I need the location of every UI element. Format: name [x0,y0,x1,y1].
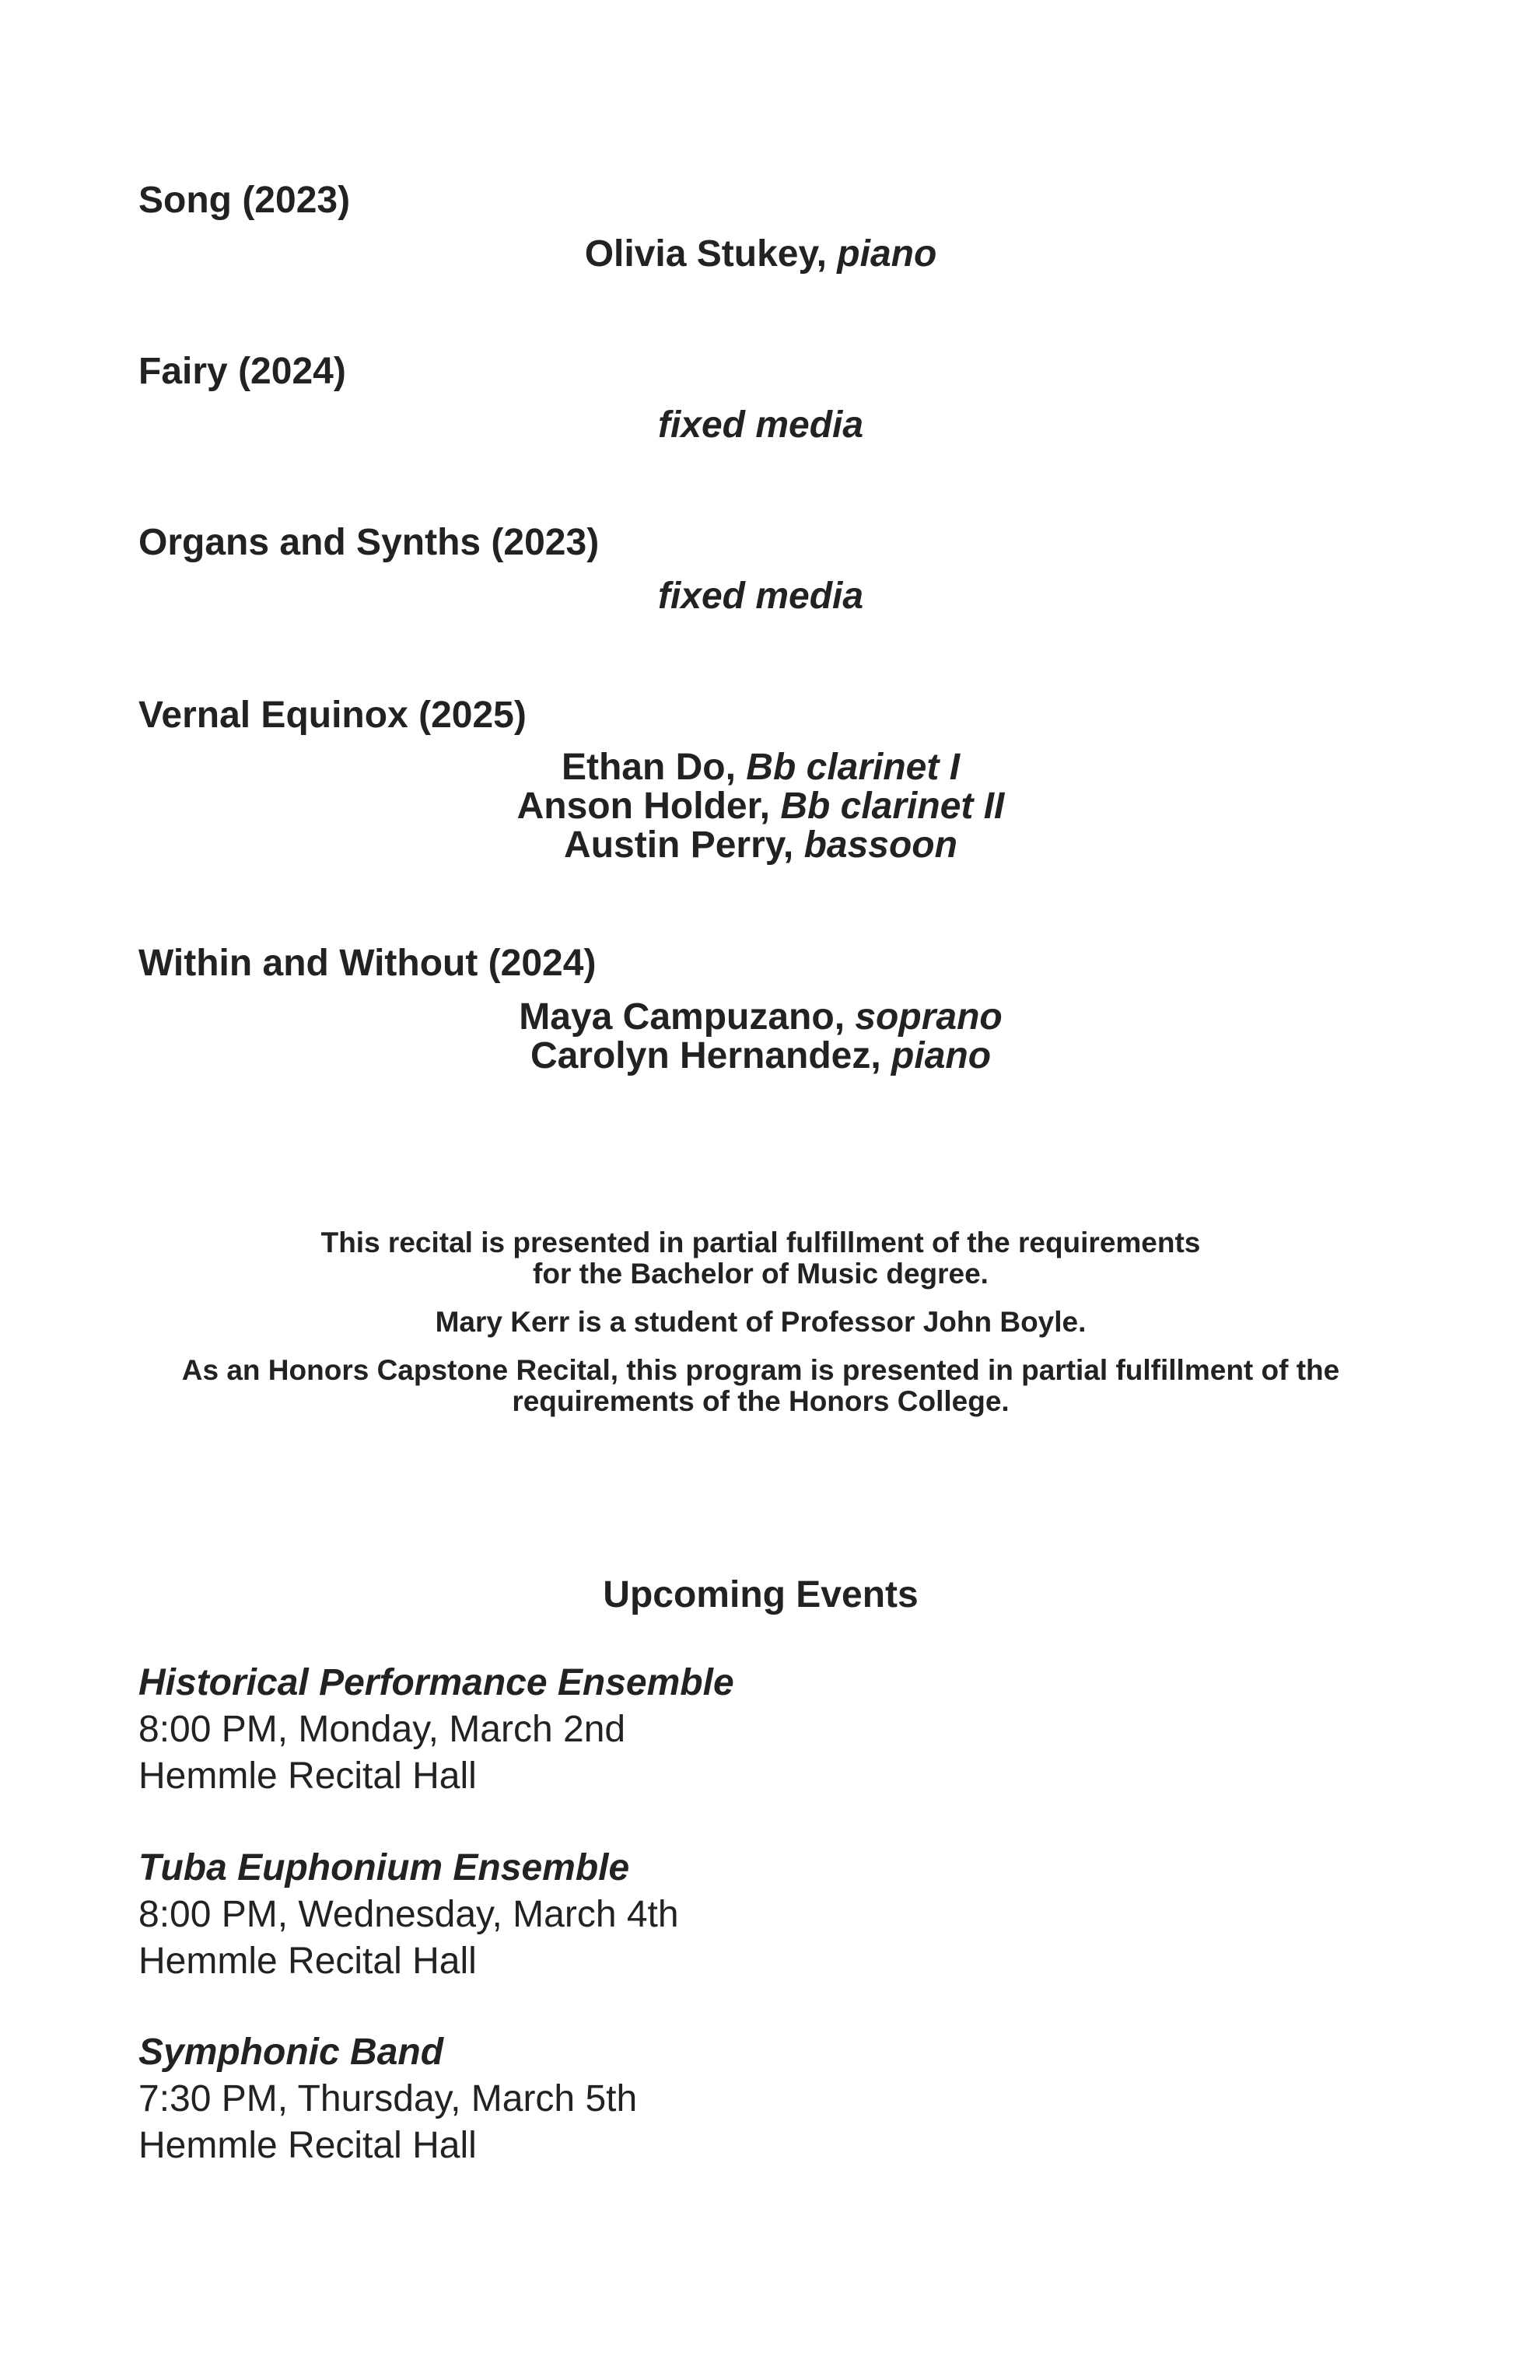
performer-instrument: soprano [855,996,1003,1038]
performer-line [138,577,1383,616]
honors-note-line-2: requirements of the Honors College. [512,1385,1010,1417]
degree-note [138,1227,1383,1290]
work-title: Organs and Synths (2023) [138,522,600,563]
degree-note-line-1: This recital is presented in partial fulfillment of the requirements [320,1227,1201,1258]
degree-note-line-2: for the Bachelor of Music degree. [533,1258,989,1290]
event-venue: Hemmle Recital Hall [138,2125,477,2166]
performer-instrument: piano [837,233,937,275]
performer-list [138,577,1383,616]
performer-line [138,826,1383,865]
event-datetime: 8:00 PM, Monday, March 2nd [138,1709,626,1750]
honors-note-line-1: As an Honors Capstone Recital, this program is presented in partial fulfillment of the [181,1354,1340,1386]
performer-name: Carolyn Hernandez, [530,1035,892,1076]
upcoming-events-heading: Upcoming Events [603,1574,919,1615]
event-venue: Hemmle Recital Hall [138,1941,477,1982]
event-name: Historical Performance Ensemble [138,1662,734,1703]
performer-list [138,748,1383,865]
program-notes [138,1227,1383,1434]
performer-line [138,235,1383,274]
performer-list [138,235,1383,274]
event-venue: Hemmle Recital Hall [138,1755,477,1797]
performer-instrument: fixed media [657,404,864,446]
performer-name: Maya Campuzano, [519,996,856,1038]
performer-line [138,998,1383,1037]
performer-name: Austin Perry, [564,824,804,866]
work-title: Within and Without (2024) [138,943,597,984]
performer-name: Anson Holder, [516,786,781,827]
event-item [138,1845,1072,1985]
event-item [138,2029,1072,2169]
performer-instrument: Bb clarinet I [746,747,961,788]
performer-line [138,1037,1383,1076]
performer-instrument: fixed media [657,576,864,617]
event-item [138,1660,1072,1800]
event-datetime: 7:30 PM, Thursday, March 5th [138,2078,638,2119]
work-title: Song (2023) [138,180,351,221]
performer-instrument: bassoon [803,824,957,866]
performer-instrument: Bb clarinet II [780,786,1005,827]
event-name: Symphonic Band [138,2032,444,2073]
teacher-note: Mary Kerr is a student of Professor John Boyle. [435,1306,1087,1338]
honors-note [138,1355,1383,1417]
event-datetime: 8:00 PM, Wednesday, March 4th [138,1894,679,1935]
performer-line [138,748,1383,787]
performer-line [138,787,1383,826]
work-title: Fairy (2024) [138,351,346,392]
performer-line [138,406,1383,445]
performer-list [138,406,1383,445]
performer-instrument: piano [891,1035,992,1076]
performer-name: Ethan Do, [561,747,747,788]
performer-list [138,998,1383,1076]
event-name: Tuba Euphonium Ensemble [138,1847,630,1888]
performer-name: Olivia Stukey, [584,233,838,275]
work-title: Vernal Equinox (2025) [138,695,527,736]
